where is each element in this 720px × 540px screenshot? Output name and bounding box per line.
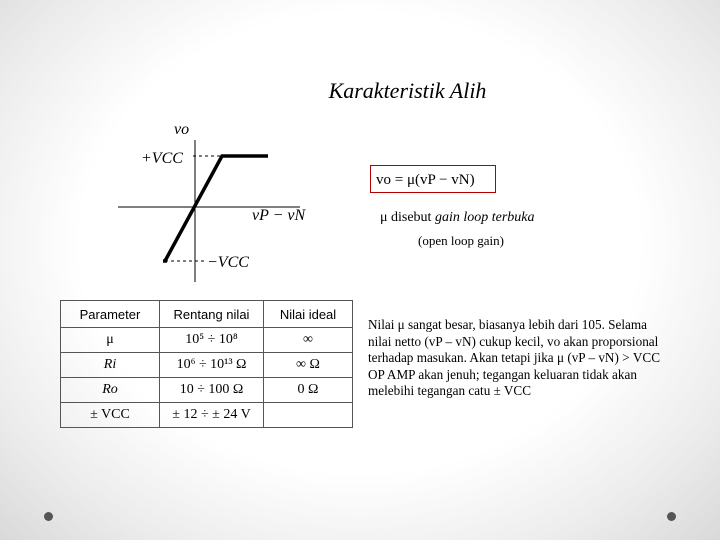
neg-sat-label: −VCC xyxy=(207,254,249,271)
header-range: Rentang nilai xyxy=(160,301,264,328)
gain-note xyxy=(380,210,535,226)
header-ideal: Nilai ideal xyxy=(264,301,353,328)
parameter-table xyxy=(60,300,353,428)
table-header-row xyxy=(61,301,353,328)
gain-note-italic: gain loop terbuka xyxy=(434,210,535,225)
header-parameter: Parameter xyxy=(61,301,160,328)
table-row xyxy=(61,403,353,428)
pos-sat-label: +VCC xyxy=(141,150,183,167)
slide-corner-dot-left xyxy=(44,512,53,521)
table-cell: ± 12 ÷ ± 24 V xyxy=(160,403,264,428)
table-cell: 10⁶ ÷ 10¹³ Ω xyxy=(160,353,264,378)
table-cell xyxy=(264,403,353,428)
table-cell: Ri xyxy=(61,353,160,378)
table-cell: Ro xyxy=(61,378,160,403)
table-cell: ± VCC xyxy=(61,403,160,428)
gain-note-prefix: μ disebut xyxy=(380,210,435,225)
explanation-paragraph: Nilai μ sangat besar, biasanya lebih dari 105. Selama nilai netto (vP – vN) cukup kecil, vo akan proporsional terhadap masukan. Akan tetapi jika μ (vP – vN) > VCC OP AMP akan jenuh; tegangan keluaran tidak akan melebihi tegangan catu ± VCC xyxy=(368,317,660,399)
table-cell: 10 ÷ 100 Ω xyxy=(160,378,264,403)
slide-corner-dot-right xyxy=(667,512,676,521)
table-cell: 10⁵ ÷ 10⁸ xyxy=(160,328,264,353)
page-title: Karakteristik Alih xyxy=(328,78,487,103)
table-cell: μ xyxy=(61,328,160,353)
x-axis-label: vP − vN xyxy=(252,207,306,224)
table-cell: ∞ Ω xyxy=(264,353,353,378)
table-row xyxy=(61,378,353,403)
table-row xyxy=(61,328,353,353)
gain-note-english: (open loop gain) xyxy=(418,233,504,248)
y-axis-label: vo xyxy=(174,121,190,138)
formula-box: vo = μ(vP − vN) xyxy=(370,165,496,193)
table-row xyxy=(61,353,353,378)
table-cell: 0 Ω xyxy=(264,378,353,403)
table-cell: ∞ xyxy=(264,328,353,353)
